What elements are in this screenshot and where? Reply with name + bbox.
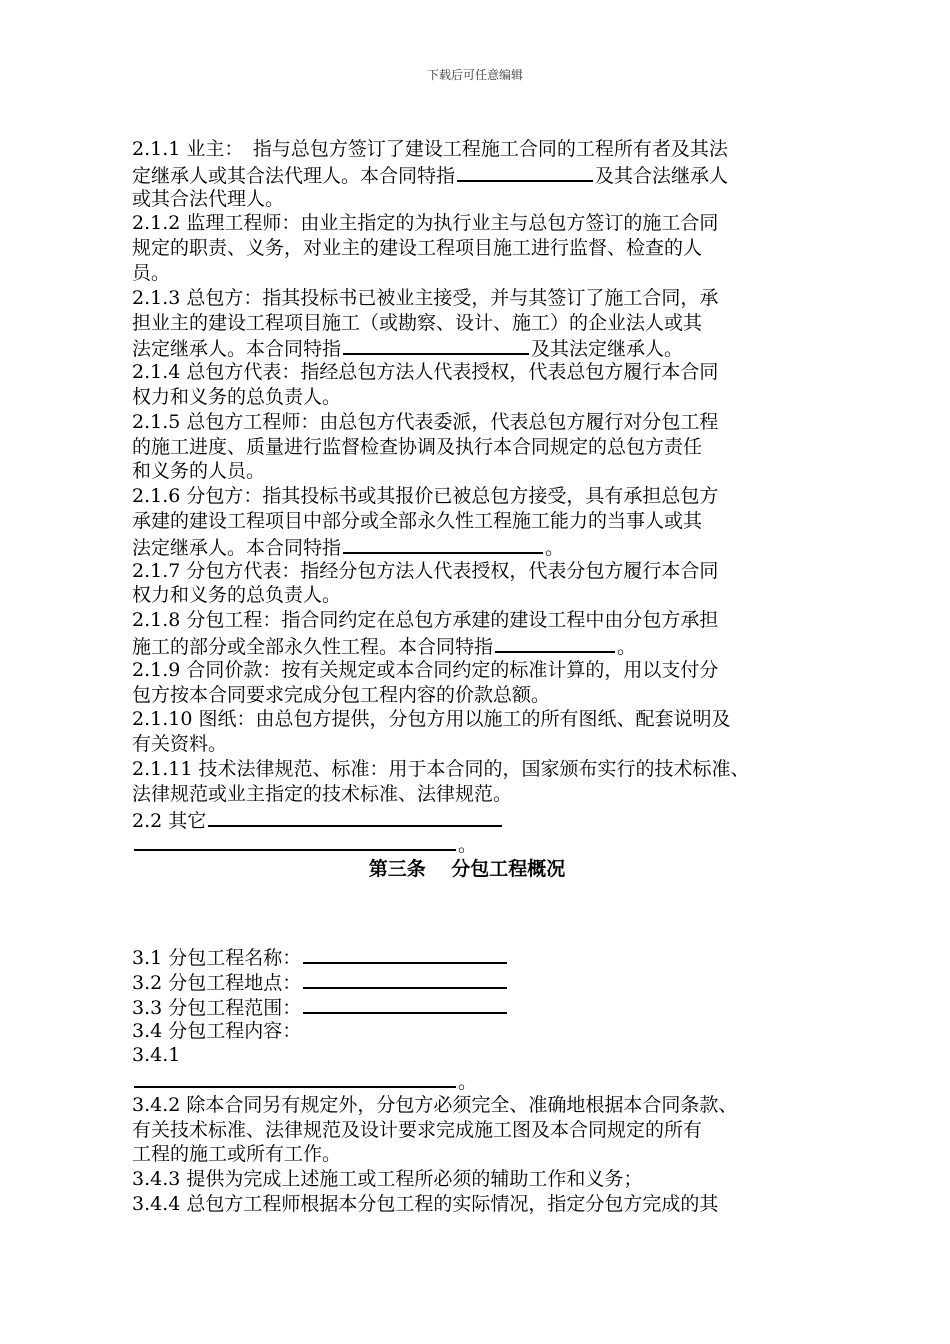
text-line xyxy=(132,1142,832,1167)
text-line xyxy=(132,211,832,236)
line-text: 3.1 分包工程名称： xyxy=(132,947,302,970)
text-line xyxy=(132,410,832,435)
line-text: 2.1.7 分包方代表：指经分包方法人代表授权，代表分包方履行本合同 xyxy=(132,559,719,582)
line-text-after: 。 xyxy=(458,834,478,857)
text-line xyxy=(132,994,832,1019)
text-line xyxy=(132,286,832,311)
blank-underline xyxy=(343,335,529,355)
blank-underline xyxy=(495,633,615,653)
text-line xyxy=(132,732,832,757)
blank-underline xyxy=(134,1068,456,1088)
line-text: 2.1.5 总包方工程师：由总包方代表委派，代表总包方履行对分包工程 xyxy=(132,410,719,433)
document-body xyxy=(132,137,832,1217)
line-text: 权力和义务的总负责人。 xyxy=(132,385,342,408)
text-line xyxy=(132,1167,832,1192)
text-line xyxy=(132,707,832,732)
text-line xyxy=(132,757,832,782)
text-line xyxy=(132,236,832,261)
text-line xyxy=(132,137,832,162)
line-text: 3.4.4 总包方工程师根据本分包工程的实际情况，指定分包方完成的其 xyxy=(132,1193,719,1216)
line-text: 规定的职责、义务，对业主的建设工程项目施工进行监督、检查的人 xyxy=(132,237,703,260)
text-line xyxy=(132,261,832,286)
blank-underline xyxy=(134,831,456,851)
line-text: 3.4.3 提供为完成上述施工或工程所必须的辅助工作和义务； xyxy=(132,1168,643,1191)
line-text: 和义务的人员。 xyxy=(132,460,266,483)
text-line xyxy=(132,583,832,608)
line-text: 2.1.10 图纸：由总包方提供，分包方用以施工的所有图纸、配套说明及 xyxy=(132,708,731,731)
text-line xyxy=(132,385,832,410)
text-line xyxy=(132,509,832,534)
page-header: 下载后可任意编辑 xyxy=(426,68,523,82)
line-text: 工程的施工或所有工作。 xyxy=(132,1143,342,1166)
text-line xyxy=(132,534,832,559)
text-line xyxy=(132,782,832,807)
text-line xyxy=(132,1068,832,1093)
line-text: 2.1.11 技术法律规范、标准：用于本合同的，国家颁布实行的技术标准、 xyxy=(132,757,750,780)
line-text: 2.1.8 分包工程：指合同约定在总包方承建的建设工程中由分包方承担 xyxy=(132,609,719,632)
section-heading: 第三条 分包工程概况 xyxy=(368,858,566,881)
line-text: 施工的部分或全部永久性工程。本合同特指 xyxy=(132,635,494,658)
line-text: 法律规范或业主指定的技术标准、法律规范。 xyxy=(132,782,513,805)
line-text: 3.2 分包工程地点： xyxy=(132,971,302,994)
line-text-after: 。 xyxy=(545,536,565,559)
line-text: 2.1.1 业主： 指与总包方签订了建设工程施工合同的工程所有者及其法 xyxy=(132,138,728,160)
line-text: 有关技术标准、法律规范及设计要求完成施工图及本合同规定的所有 xyxy=(132,1118,703,1141)
line-text: 2.1.3 总包方：指其投标书已被业主接受，并与其签订了施工合同，承 xyxy=(132,286,719,309)
line-text: 法定继承人。本合同特指 xyxy=(132,338,342,361)
line-text: 包方按本合同要求完成分包工程内容的价款总额。 xyxy=(132,683,551,706)
text-line xyxy=(132,831,832,856)
line-text-after: 。 xyxy=(458,1071,478,1094)
text-line xyxy=(132,360,832,385)
text-line xyxy=(132,1093,832,1118)
line-text: 2.1.6 分包方：指其投标书或其报价已被总包方接受，具有承担总包方 xyxy=(132,485,719,508)
text-line xyxy=(132,1043,832,1068)
line-text: 3.3 分包工程范围： xyxy=(132,996,302,1019)
text-line xyxy=(132,1118,832,1143)
text-line xyxy=(132,559,832,584)
text-line xyxy=(132,162,832,187)
blank-underline xyxy=(343,534,543,554)
line-text: 定继承人或其合法代理人。本合同特指 xyxy=(132,164,456,187)
line-text: 担业主的建设工程项目施工（或勘察、设计、施工）的企业法人或其 xyxy=(132,311,703,334)
text-line xyxy=(132,807,832,832)
section-overview xyxy=(132,944,832,1217)
text-line xyxy=(132,683,832,708)
text-line xyxy=(132,187,832,212)
section-definitions xyxy=(132,137,832,856)
text-line xyxy=(132,484,832,509)
text-line xyxy=(132,335,832,360)
blank-underline xyxy=(303,994,507,1014)
blank-underline xyxy=(303,944,507,964)
line-text-after: 。 xyxy=(617,635,637,658)
line-text-after: 及其合法继承人 xyxy=(595,164,729,187)
line-text: 2.1.9 合同价款：按有关规定或本合同约定的标准计算的，用以支付分 xyxy=(132,658,719,681)
line-text: 2.2 其它 xyxy=(132,809,207,832)
text-line xyxy=(132,969,832,994)
heading-gap xyxy=(132,882,832,944)
line-text: 员。 xyxy=(132,261,171,284)
blank-underline xyxy=(457,162,593,182)
line-text: 法定继承人。本合同特指 xyxy=(132,536,342,559)
blank-underline xyxy=(303,969,507,989)
text-line xyxy=(132,944,832,969)
text-line xyxy=(132,608,832,633)
line-text: 3.4.2 除本合同另有规定外，分包方必须完全、准确地根据本合同条款、 xyxy=(132,1093,738,1116)
line-text-after: 及其法定继承人。 xyxy=(531,338,684,361)
blank-underline xyxy=(208,807,502,827)
line-text: 的施工进度、质量进行监督检查协调及执行本合同规定的总包方责任 xyxy=(132,435,703,458)
text-line xyxy=(132,1192,832,1217)
line-text: 2.1.4 总包方代表：指经总包方法人代表授权，代表总包方履行本合同 xyxy=(132,361,719,384)
text-line xyxy=(132,311,832,336)
line-text: 或其合法代理人。 xyxy=(132,187,285,210)
line-text: 有关资料。 xyxy=(132,733,228,756)
text-line xyxy=(132,435,832,460)
text-line xyxy=(132,1019,832,1044)
text-line xyxy=(132,658,832,683)
line-text: 3.4.1 xyxy=(132,1044,181,1067)
line-text: 承建的建设工程项目中部分或全部永久性工程施工能力的当事人或其 xyxy=(132,509,703,532)
line-text: 3.4 分包工程内容： xyxy=(132,1019,302,1042)
text-line xyxy=(132,459,832,484)
line-text: 权力和义务的总负责人。 xyxy=(132,584,342,607)
line-text: 2.1.2 监理工程师：由业主指定的为执行业主与总包方签订的施工合同 xyxy=(132,212,719,235)
text-line xyxy=(132,633,832,658)
